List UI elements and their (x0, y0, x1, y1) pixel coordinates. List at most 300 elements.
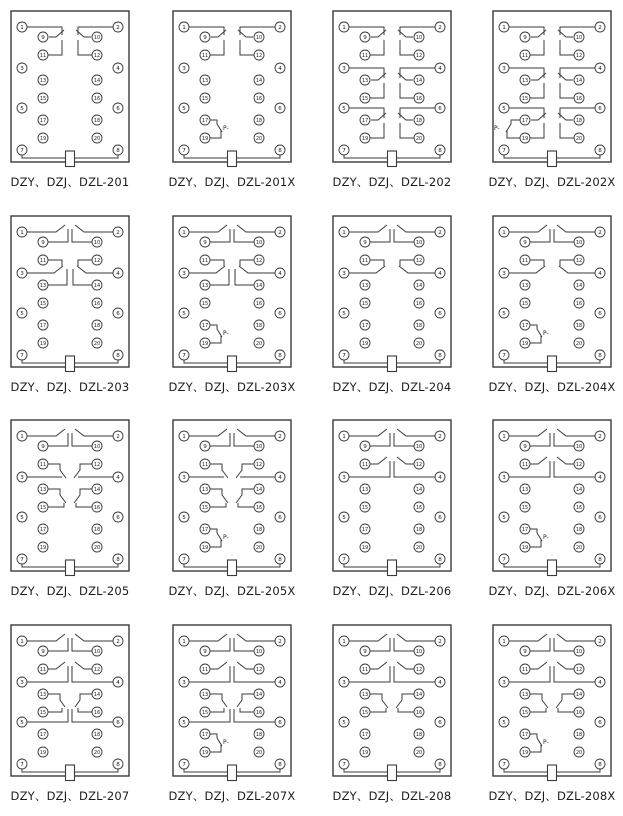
diagram-border (173, 11, 291, 162)
p-contact-line (507, 131, 520, 138)
bottom-tab (66, 765, 75, 781)
terminal-number: 11 (521, 258, 529, 264)
terminal-number: 1 (182, 25, 186, 31)
relay-diagram-svg (172, 624, 292, 782)
terminal-number: 10 (93, 35, 101, 41)
terminal-number: 14 (93, 283, 101, 289)
terminal-number: 11 (39, 462, 47, 468)
terminal-number: 14 (93, 692, 101, 698)
terminal-number: 11 (39, 667, 47, 673)
terminal-number: 10 (415, 35, 423, 41)
terminal-number: 3 (502, 475, 506, 481)
terminal-number: 13 (39, 78, 47, 84)
terminal-number: 3 (342, 680, 346, 686)
bottom-lead-left (22, 564, 65, 567)
drop_pair-contact-line (76, 503, 92, 507)
bottom-lead-left (344, 360, 387, 363)
terminal-number: 9 (523, 444, 527, 450)
terminal-number: 8 (278, 557, 282, 563)
terminal-number: 15 (39, 505, 47, 511)
center_no-contact-line (560, 260, 574, 266)
diagram-border (493, 420, 611, 571)
p-contact-line (530, 325, 537, 329)
terminal-number: 17 (361, 323, 369, 329)
p-contact-line (210, 734, 217, 738)
terminal-number: 7 (20, 353, 24, 359)
terminal-number: 3 (502, 271, 506, 277)
co_top-contact-line (210, 40, 224, 55)
terminal-number: 17 (201, 323, 209, 329)
co_top-contact-line (240, 40, 254, 55)
terminal-number: 15 (521, 96, 529, 102)
terminal-number: 18 (415, 732, 423, 738)
bottom-tab (548, 151, 557, 167)
relay-diagram-cell (10, 10, 130, 168)
drop_co-contact-line (210, 708, 224, 712)
relay-diagram-cell (10, 419, 130, 577)
terminal-number: 11 (361, 667, 369, 673)
terminal-number: 17 (521, 732, 529, 738)
terminal-number: 19 (521, 136, 529, 142)
p-contact-label: P- (494, 125, 500, 132)
terminal-number: 18 (93, 527, 101, 533)
terminal-number: 9 (523, 649, 527, 655)
blade_line-contact-line (27, 634, 65, 641)
p-contact-line (537, 738, 542, 746)
terminal-number: 19 (201, 750, 209, 756)
terminal-number: 11 (521, 667, 529, 673)
diagram-label: DZY、DZJ、DZL-204 (332, 380, 452, 394)
terminal-number: 15 (521, 505, 529, 511)
relay-diagram-svg (332, 419, 452, 577)
center_no-contact-line (559, 266, 595, 273)
blade_line-contact-line (237, 634, 275, 641)
terminal-number: 2 (278, 639, 282, 645)
terminal-number: 1 (20, 230, 24, 236)
co_top-contact-line (78, 40, 92, 55)
drop_pair-contact-line (396, 694, 414, 708)
terminal-number: 16 (575, 96, 583, 102)
center_co-contact-line (239, 266, 275, 273)
center_co-contact-line (240, 260, 254, 266)
terminal-number: 8 (598, 353, 602, 359)
p-contact-line (217, 533, 222, 541)
terminal-number: 14 (575, 487, 583, 493)
blade_line-contact-line (75, 225, 113, 232)
terminal-number: 3 (342, 271, 346, 277)
blade_line-contact-line (557, 457, 574, 464)
terminal-number: 12 (575, 462, 583, 468)
terminal-number: 7 (20, 148, 24, 154)
bottom-lead-right (75, 360, 118, 363)
co_top-contact-line (370, 123, 384, 138)
co_top-contact-line (560, 83, 574, 98)
terminal-number: 18 (415, 527, 423, 533)
terminal-number: 15 (361, 301, 369, 307)
p-contact-line (210, 529, 217, 533)
bottom-lead-right (75, 564, 118, 567)
bottom-tab (548, 765, 557, 781)
diagram-border (333, 420, 451, 571)
terminal-number: 19 (39, 545, 47, 551)
relay-diagram-svg (492, 624, 612, 782)
relay-diagram-cell (492, 10, 612, 168)
terminal-number: 16 (415, 505, 423, 511)
bottom-lead-right (397, 360, 440, 363)
terminal-number: 15 (201, 710, 209, 716)
bottom-lead-left (344, 769, 387, 772)
p-contact-line (217, 329, 222, 337)
bottom-tab (548, 560, 557, 576)
terminal-number: 3 (342, 66, 346, 72)
terminal-number: 13 (39, 487, 47, 493)
diagram-label: DZY、DZJ、DZL-208 (332, 789, 452, 803)
co_top-contact-line (530, 83, 544, 98)
bottom-lead-left (504, 564, 547, 567)
relay-diagram-cell (332, 10, 452, 168)
terminal-number: 13 (201, 283, 209, 289)
terminal-number: 19 (521, 545, 529, 551)
terminal-number: 16 (415, 301, 423, 307)
terminal-number: 17 (361, 732, 369, 738)
terminal-number: 5 (502, 515, 506, 521)
terminal-number: 5 (342, 515, 346, 521)
bottom-lead-left (184, 769, 227, 772)
terminal-number: 16 (93, 505, 101, 511)
center_co-contact-line (48, 269, 67, 285)
terminal-number: 6 (116, 515, 120, 521)
terminal-number: 12 (575, 667, 583, 673)
terminal-number: 1 (342, 230, 346, 236)
terminal-number: 1 (342, 25, 346, 31)
terminal-number: 5 (20, 515, 24, 521)
blade_line-contact-line (530, 457, 547, 464)
terminal-number: 16 (415, 710, 423, 716)
terminal-number: 5 (342, 311, 346, 317)
terminal-number: 20 (575, 545, 583, 551)
terminal-number: 7 (502, 557, 506, 563)
terminal-number: 4 (438, 271, 442, 277)
blade_line-contact-line (509, 225, 547, 232)
terminal-number: 15 (521, 710, 529, 716)
bottom-lead-right (557, 360, 600, 363)
terminal-number: 19 (201, 545, 209, 551)
terminal-number: 12 (255, 53, 263, 59)
bottom-lead-right (237, 155, 280, 158)
terminal-number: 1 (182, 230, 186, 236)
terminal-number: 8 (116, 557, 120, 563)
terminal-number: 7 (502, 148, 506, 154)
terminal-number: 13 (361, 78, 369, 84)
bottom-lead-left (344, 564, 387, 567)
terminal-number: 8 (598, 762, 602, 768)
co_top-contact-line (370, 40, 384, 55)
terminal-number: 20 (415, 341, 423, 347)
relay-diagram-cell (172, 624, 292, 782)
co_top-contact-line (560, 40, 574, 55)
terminal-number: 6 (278, 515, 282, 521)
terminal-number: 6 (438, 720, 442, 726)
p-contact-label: P- (543, 330, 549, 337)
terminal-number: 15 (201, 505, 209, 511)
terminal-number: 11 (201, 258, 209, 264)
terminal-number: 13 (39, 692, 47, 698)
terminal-number: 17 (201, 732, 209, 738)
terminal-number: 15 (201, 301, 209, 307)
terminal-number: 20 (415, 136, 423, 142)
terminal-number: 14 (255, 283, 263, 289)
diagram-label: DZY、DZJ、DZL-205X (168, 584, 296, 598)
blade_line-contact-line (557, 662, 574, 669)
terminal-number: 2 (598, 230, 602, 236)
p-contact-line (530, 745, 541, 752)
p-contact-label: P- (543, 739, 549, 746)
diagram-label: DZY、DZJ、DZL-208X (488, 789, 616, 803)
terminal-number: 8 (598, 557, 602, 563)
p-contact-line (530, 734, 537, 738)
terminal-number: 1 (20, 434, 24, 440)
terminal-number: 1 (502, 25, 506, 31)
terminal-number: 11 (39, 53, 47, 59)
blade_line-contact-line (75, 634, 113, 641)
terminal-number: 7 (20, 557, 24, 563)
p-contact-line (210, 540, 221, 547)
drop_pair-contact-line (370, 708, 386, 712)
relay-diagram-cell (332, 419, 452, 577)
terminal-number: 7 (502, 762, 506, 768)
terminal-number: 4 (116, 271, 120, 277)
terminal-number: 2 (116, 434, 120, 440)
terminal-number: 15 (361, 96, 369, 102)
diagram-label: DZY、DZJ、DZL-202X (488, 175, 616, 189)
center_co-contact-line (27, 266, 63, 273)
diagram-label: DZY、DZJ、DZL-203X (168, 380, 296, 394)
bottom-lead-left (344, 155, 387, 158)
relay-diagram-cell (172, 419, 292, 577)
terminal-number: 17 (361, 118, 369, 124)
terminal-number: 14 (255, 692, 263, 698)
terminal-number: 11 (361, 53, 369, 59)
terminal-number: 15 (39, 96, 47, 102)
relay-diagram-cell (492, 215, 612, 373)
terminal-number: 8 (438, 557, 442, 563)
terminal-number: 10 (93, 240, 101, 246)
blade_line-contact-line (509, 634, 547, 641)
terminal-number: 11 (521, 53, 529, 59)
bottom-tab (66, 356, 75, 372)
drop_pair-contact-line (236, 489, 254, 503)
blade_line-contact-line (557, 634, 595, 641)
terminal-number: 18 (255, 732, 263, 738)
terminal-number: 6 (598, 106, 602, 112)
relay-diagram-svg (332, 624, 452, 782)
terminal-number: 2 (598, 639, 602, 645)
relay-diagram-svg (10, 10, 130, 168)
terminal-number: 11 (39, 258, 47, 264)
relay-diagram-cell (10, 215, 130, 373)
terminal-number: 16 (255, 710, 263, 716)
terminal-number: 12 (415, 462, 423, 468)
terminal-number: 14 (415, 283, 423, 289)
terminal-number: 6 (278, 311, 282, 317)
terminal-number: 6 (438, 515, 442, 521)
p-contact-line (210, 745, 221, 752)
terminal-number: 20 (93, 750, 101, 756)
bottom-lead-right (237, 769, 280, 772)
terminal-number: 20 (575, 750, 583, 756)
blade_line-contact-line (75, 662, 92, 669)
terminal-number: 18 (575, 527, 583, 533)
blade_line-contact-line (370, 457, 387, 464)
terminal-number: 9 (363, 240, 367, 246)
terminal-number: 17 (39, 527, 47, 533)
terminal-number: 4 (438, 475, 442, 481)
terminal-number: 13 (521, 283, 529, 289)
diagram-label: DZY、DZJ、DZL-207X (168, 789, 296, 803)
terminal-number: 3 (182, 680, 186, 686)
terminal-number: 8 (116, 353, 120, 359)
terminal-number: 9 (363, 35, 367, 41)
terminal-number: 8 (116, 762, 120, 768)
blade_line-contact-line (349, 634, 387, 641)
relay-diagram-svg (172, 215, 292, 373)
terminal-number: 4 (598, 680, 602, 686)
center_no-contact-line (400, 260, 414, 266)
terminal-number: 14 (575, 283, 583, 289)
center_no-contact-line (349, 266, 385, 273)
terminal-number: 12 (575, 53, 583, 59)
terminal-number: 5 (20, 311, 24, 317)
terminal-number: 13 (201, 487, 209, 493)
terminal-number: 18 (255, 118, 263, 124)
terminal-number: 6 (438, 106, 442, 112)
terminal-number: 2 (116, 25, 120, 31)
terminal-number: 17 (39, 323, 47, 329)
terminal-number: 3 (502, 680, 506, 686)
terminal-number: 11 (201, 53, 209, 59)
terminal-number: 18 (93, 323, 101, 329)
terminal-number: 20 (255, 136, 263, 142)
diagram-border (173, 420, 291, 571)
terminal-number: 6 (278, 106, 282, 112)
terminal-number: 1 (20, 639, 24, 645)
terminal-number: 5 (20, 106, 24, 112)
terminal-number: 18 (93, 732, 101, 738)
diagram-border (333, 625, 451, 776)
terminal-number: 13 (361, 692, 369, 698)
terminal-number: 19 (39, 750, 47, 756)
terminal-number: 4 (438, 66, 442, 72)
terminal-number: 12 (575, 258, 583, 264)
p-contact-line (537, 533, 542, 541)
terminal-number: 12 (255, 462, 263, 468)
terminal-number: 15 (39, 710, 47, 716)
terminal-number: 3 (342, 475, 346, 481)
terminal-number: 3 (20, 66, 24, 72)
terminal-number: 5 (502, 720, 506, 726)
bottom-tab (228, 356, 237, 372)
terminal-number: 2 (116, 230, 120, 236)
p-contact-line (210, 325, 217, 329)
terminal-number: 16 (255, 96, 263, 102)
terminal-number: 6 (598, 720, 602, 726)
terminal-number: 15 (201, 96, 209, 102)
terminal-number: 6 (116, 106, 120, 112)
terminal-number: 1 (182, 434, 186, 440)
terminal-number: 5 (20, 720, 24, 726)
bottom-tab (66, 151, 75, 167)
drop_pair-contact-line (210, 489, 228, 503)
relay-diagram-svg (332, 215, 452, 373)
terminal-number: 16 (93, 301, 101, 307)
blade_line-contact-line (397, 457, 414, 464)
relay-diagram-cell (332, 624, 452, 782)
bottom-tab (388, 151, 397, 167)
terminal-number: 7 (342, 353, 346, 359)
terminal-number: 10 (93, 444, 101, 450)
bottom-tab (388, 356, 397, 372)
terminal-number: 16 (575, 301, 583, 307)
terminal-number: 1 (502, 230, 506, 236)
terminal-number: 4 (116, 66, 120, 72)
terminal-number: 20 (575, 341, 583, 347)
terminal-number: 19 (201, 341, 209, 347)
terminal-number: 10 (575, 240, 583, 246)
drop_pair-contact-line (530, 694, 548, 708)
diagram-border (173, 625, 291, 776)
terminal-number: 8 (278, 148, 282, 154)
p-contact-line (530, 529, 537, 533)
terminal-number: 14 (415, 78, 423, 84)
blade_line-contact-line (509, 429, 547, 436)
terminal-number: 8 (438, 762, 442, 768)
relay-diagram-svg (172, 10, 292, 168)
bottom-lead-left (504, 155, 547, 158)
diagram-label: DZY、DZJ、DZL-201X (168, 175, 296, 189)
terminal-number: 10 (93, 649, 101, 655)
terminal-number: 20 (415, 750, 423, 756)
terminal-number: 10 (255, 444, 263, 450)
bottom-tab (228, 765, 237, 781)
terminal-number: 17 (201, 527, 209, 533)
diagram-border (11, 11, 129, 162)
blade_line-contact-line (370, 662, 387, 669)
relay-diagram-cell (172, 215, 292, 373)
relay-diagram-cell (332, 215, 452, 373)
terminal-number: 12 (93, 462, 101, 468)
bottom-lead-right (397, 564, 440, 567)
blade_line-contact-line (27, 429, 65, 436)
bottom-lead-left (184, 360, 227, 363)
center_no-contact-line (530, 260, 544, 266)
blade_line-contact-line (397, 634, 435, 641)
terminal-number: 4 (598, 66, 602, 72)
relay-diagram-svg (492, 419, 612, 577)
terminal-number: 19 (521, 750, 529, 756)
terminal-number: 7 (342, 148, 346, 154)
terminal-number: 14 (415, 692, 423, 698)
bottom-tab (388, 765, 397, 781)
terminal-number: 18 (575, 323, 583, 329)
relay-diagram-svg (172, 419, 292, 577)
drop_co-contact-line (237, 694, 254, 707)
diagram-label: DZY、DZJ、DZL-201 (10, 175, 130, 189)
drop_pair-contact-line (556, 694, 574, 708)
blade_line-contact-line (189, 634, 227, 641)
terminal-number: 4 (598, 475, 602, 481)
terminal-number: 10 (255, 649, 263, 655)
terminal-number: 16 (575, 505, 583, 511)
